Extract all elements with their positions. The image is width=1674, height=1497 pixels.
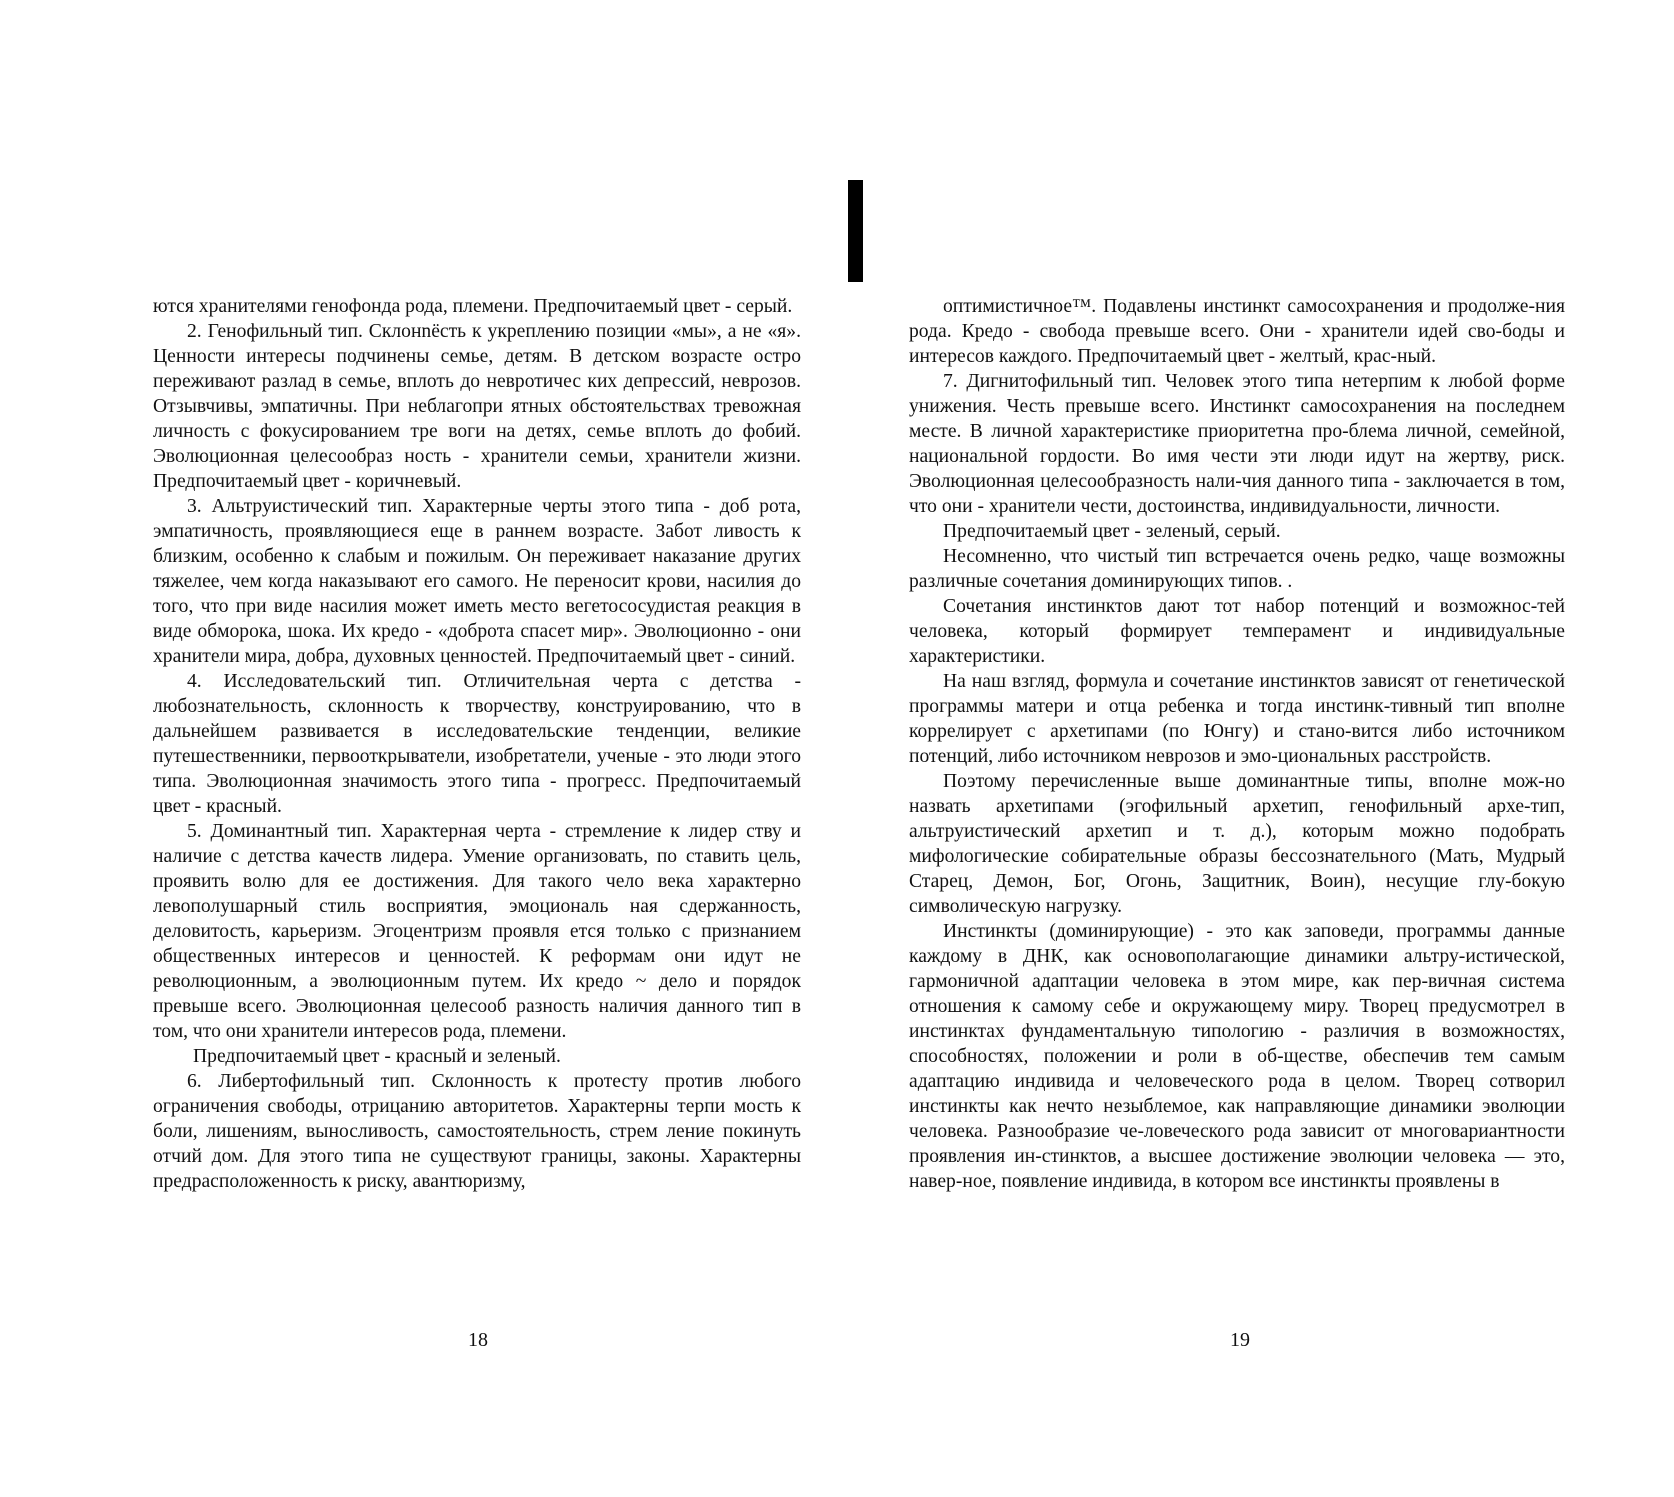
left-paragraph-5: 5. Доминантный тип. Характерная черта - стремление к лидер ству и наличие с детства качеств лидера. Умение организовать, по ставить цель, проявить волю для ее достижения. Для такого чело века характерно левополушарный стиль восприятия, эмоциональ ная сдержанность, деловитость, карьеризм. Эгоцентризм проявля ется только с признанием общественных интересов и ценностей. К реформам они идут не революционным, а эволюционным путем. Их кредо ~ дело и порядок превыше всего. Эволюционная целесооб разность наличия данного тип в том, что они хранители интересов рода, племени. <box>153 821 801 1042</box>
left-paragraph-6: Предпочитаемый цвет - красный и зеленый. <box>193 1046 561 1067</box>
right-paragraph-3: Предпочитаемый цвет - зеленый, серый. <box>943 521 1281 542</box>
left-page-text <box>153 294 801 1194</box>
left-paragraph-2: 2. Генофильный тип. Склонnёсть к укреплению позиции «мы», а не «я». Ценности интересы подчинены семье, детям. В детском возрасте остро переживают разлад в семье, вплоть до невротичес ких депрессий, неврозов. Отзывчивы, эмпатичны. При неблагопри ятных обстоятельствах тревожная личность с фокусированием тре воги на детях, семье вплоть до фобий. Эволюционная целесообраз ность - хранители семьи, хранители жизни. Предпочитаемый цвет - коричневый. <box>153 321 801 492</box>
left-page-number: 18 <box>468 1329 488 1351</box>
left-paragraph-3: 3. Альтруистический тип. Характерные черты этого типа - доб рота, эмпатичность, проявляющиеся еще в раннем возрасте. Забот ливость к близким, особенно к слабым и пожилым. Он переживает наказание других тяжелее, чем когда наказывают его самого. Не переносит крови, насилия до того, что при виде насилия может иметь место вегетососудистая реакция в виде обморока, шока. Их кредо - «доброта спасет мир». Эволюционно - они хранители мира, добра, духовных ценностей. Предпочитаемый цвет - синий. <box>153 496 801 667</box>
right-paragraph-5: Сочетания инстинктов дают тот набор потенций и возможнос-тей человека, который формирует темперамент и индивидуальные характеристики. <box>909 596 1565 667</box>
right-page-text <box>909 294 1565 1194</box>
right-page-number: 19 <box>1230 1329 1250 1351</box>
left-paragraph-4: 4. Исследовательский тип. Отличительная черта с детства - любознательность, склонность к творчеству, конструированию, что в дальнейшем развивается в исследовательские тенденции, великие путешественники, первооткрыватели, изобретатели, ученые - это люди этого типа. Эволюционная значимость этого типа - прогресс. Предпочитаемый цвет - красный. <box>153 671 801 817</box>
right-paragraph-2: 7. Дигнитофильный тип. Человек этого типа нетерпим к любой форме унижения. Честь превыше всего. Инстинкт самосохранения на последнем месте. В личной характеристике приоритетна про-блема личной, семейной, национальной гордости. Во имя чести эти люди идут на жертву, риск. Эволюционная целесообразность нали-чия данного типа - заключается в том, что они - хранители чести, достоинства, индивидуальности, личности. <box>909 371 1565 517</box>
right-paragraph-7: Поэтому перечисленные выше доминантные типы, вполне мож-но назвать архетипами (эгофильный архетип, генофильный архе-тип, альтруистический архетип и т. д.), которым можно подобрать мифологические собирательные образы бессознательного (Мать, Мудрый Старец, Демон, Бог, Огонь, Защитник, Воин), несущие глу-бокую символическую нагрузку. <box>909 771 1565 917</box>
left-paragraph-1: ются хранителями генофонда рода, племени. Предпочитаемый цвет - серый. <box>153 296 793 317</box>
right-paragraph-1: оптимистичное™. Подавлены инстинкт самосохранения и продолже-ния рода. Кредо - свобода превыше всего. Они - хранители идей сво-боды и интересов каждого. Предпочитаемый цвет - желтый, крас-ный. <box>909 296 1565 367</box>
right-paragraph-8: Инстинкты (доминирующие) - это как заповеди, программы данные каждому в ДНК, как основополагающие динамики альтру-истической, гармоничной адаптации человека в этом мире, как пер-вичная система отношения к самому себе и окружающему миру. Творец предусмотрел в инстинктах фундаментальную типологию - различия в возможностях, способностях, положении и роли в об-ществе, обеспечив тем самым адаптацию индивида и человеческого рода в целом. Творец сотворил инстинкты как нечто незыблемое, как направляющие динамики эволюции человека. Разнообразие че-ловеческого рода зависит от многовариантности проявления ин-стинктов, а высшее достижение эволюции человека — это, навер-ное, появление индивида, в котором все инстинкты проявлены в <box>909 921 1565 1192</box>
right-paragraph-4: Несомненно, что чистый тип встречается очень редко, чаще возможны различные сочетания доминирующих типов. . <box>909 546 1565 592</box>
right-paragraph-6: На наш взгляд, формула и сочетание инстинктов зависят от генетической программы матери и отца ребенка и тогда инстинк-тивный тип вполне коррелирует с архетипами (по Юнгу) и стано-вится либо источником потенций, либо источником неврозов и эмо-циональных расстройств. <box>909 671 1565 767</box>
left-paragraph-7: 6. Либертофильный тип. Склонность к протесту против любого ограничения свободы, отрицанию авторитетов. Характерны терпи мость к боли, лишениям, выносливость, самостоятельность, стрем ление покинуть отчий дом. Для этого типа не существуют границы, законы. Характерны предрасположенность к риску, авантюризму, <box>153 1071 801 1192</box>
center-black-bar <box>848 180 863 282</box>
